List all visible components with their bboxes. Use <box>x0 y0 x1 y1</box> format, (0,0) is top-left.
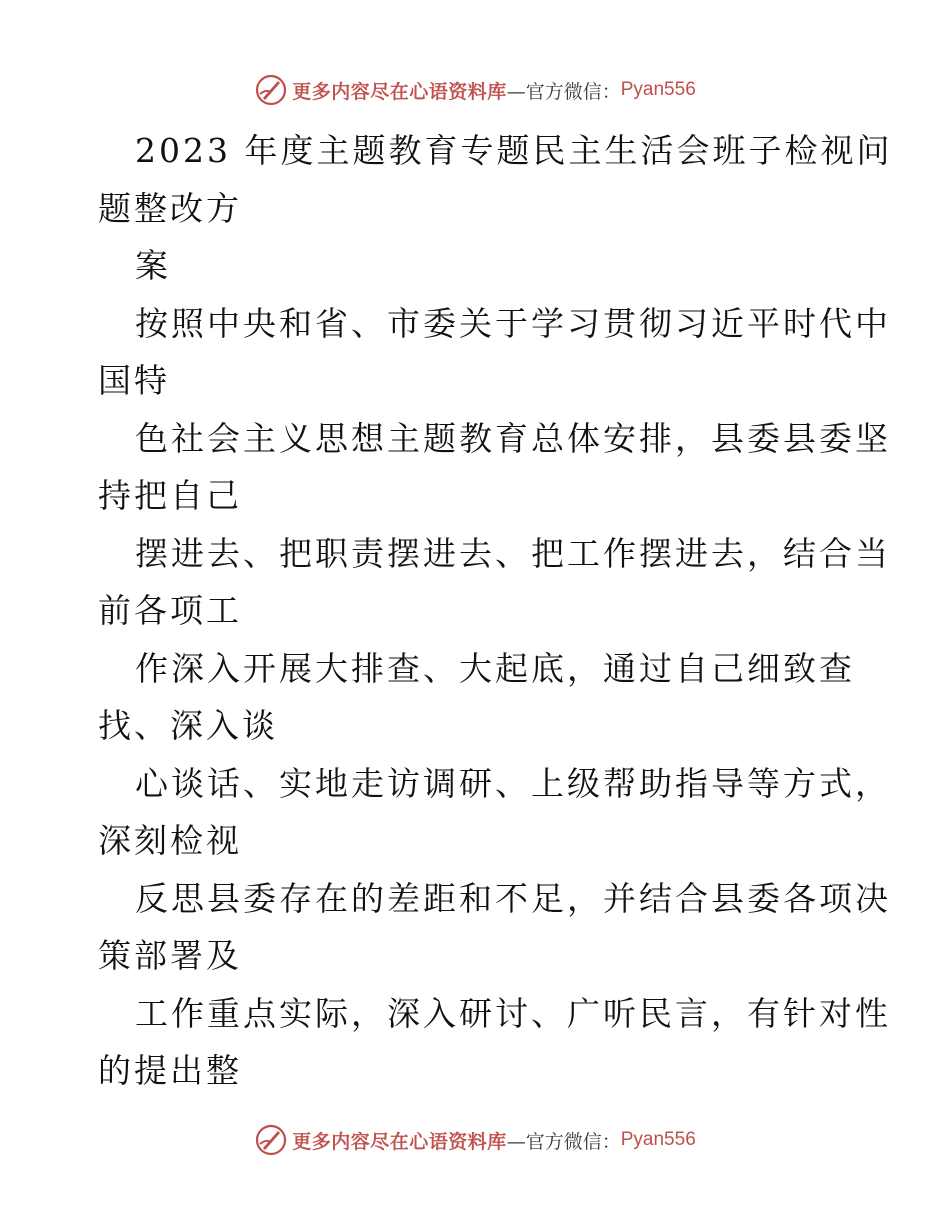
banner-wechat-label: —官方微信： <box>506 1130 621 1153</box>
text-line: 的提出整 <box>98 1051 242 1090</box>
text-line: 找、深入谈 <box>98 706 278 745</box>
quill-pen-logo-icon <box>254 73 288 107</box>
text-line: 深刻检视 <box>98 821 242 860</box>
banner-wechat-id: Pyan556 <box>620 79 696 100</box>
footer-watermark-banner <box>0 1120 950 1160</box>
banner-wechat-label: —官方微信： <box>506 80 621 103</box>
text-line: 策部署及 <box>98 936 242 975</box>
text-line: 反思县委存在的差距和不足，并结合县委各项决 <box>135 878 891 918</box>
text-line: 2023 年度主题教育专题民主生活会班子检视问 <box>135 131 893 170</box>
text-line: 题整改方 <box>98 188 242 228</box>
document-body <box>98 122 893 1100</box>
text-line: 前各项工 <box>98 591 242 630</box>
text-line: 心谈话、实地走访调研、上级帮助指导等方式， <box>135 763 891 803</box>
text-line: 工作重点实际，深入研讨、广听民言，有针对性 <box>135 993 891 1033</box>
banner-wechat-id: Pyan556 <box>620 1129 696 1150</box>
text-line: 摆进去、把职责摆进去、把工作摆进去，结合当 <box>135 533 891 573</box>
text-line: 色社会主义思想主题教育总体安排，县委县委坚 <box>135 418 891 458</box>
text-line: 按照中央和省、市委关于学习贯彻习近平时代中 <box>135 303 891 343</box>
banner-brand-text: 更多内容尽在心语资料库 <box>292 1130 507 1153</box>
text-line: 国特 <box>98 361 170 400</box>
text-line: 作深入开展大排查、大起底，通过自己细致查 <box>135 648 855 688</box>
text-line: 案 <box>135 246 171 285</box>
banner-brand-text: 更多内容尽在心语资料库 <box>292 80 507 103</box>
quill-pen-logo-icon <box>254 1123 288 1157</box>
header-watermark-banner <box>0 70 950 110</box>
text-line: 持把自己 <box>98 476 242 515</box>
